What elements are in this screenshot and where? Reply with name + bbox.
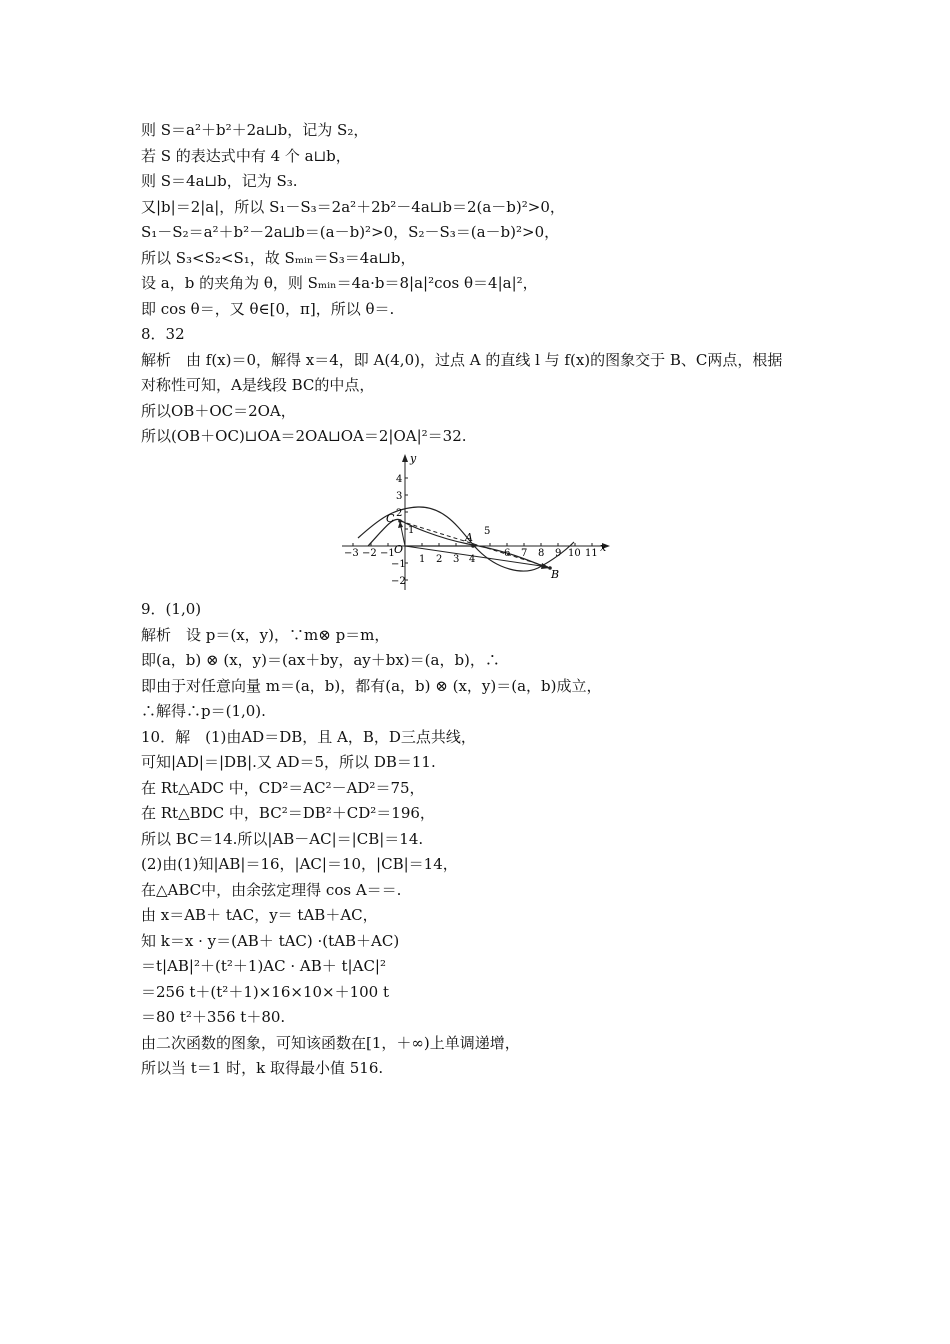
function-graph-figure — [338, 450, 618, 595]
x-tick-label: 5 — [484, 526, 491, 537]
text-line: 解析 设 p＝(x，y)，∵m⊗ p＝m， — [141, 625, 390, 644]
x-tick-label: 2 — [436, 554, 443, 565]
x-tick-label: −3 — [344, 548, 359, 559]
text-line: 所以 S₃<S₂<S₁，故 Sₘᵢₙ＝S₃＝4a⊔b， — [141, 248, 416, 267]
problem-8-answer: 8．32 — [141, 325, 185, 343]
y-tick-label: 2 — [396, 508, 403, 519]
x-tick-label: 6 — [504, 548, 511, 559]
x-tick-label: 11 — [585, 548, 598, 559]
text-line: 对称性可知，A是线段 BC的中点， — [141, 376, 375, 394]
solution-text-top — [141, 118, 841, 450]
text-line: 则 S＝a²＋b²＋2a⊔b，记为 S₂， — [141, 121, 369, 139]
text-line: ＝80 t²＋356 t＋80. — [141, 1008, 286, 1026]
text-line: 所以 BC＝14.所以|AB－AC|＝|CB|＝14. — [141, 829, 424, 848]
x-tick-label: 4 — [469, 554, 476, 565]
text-line: 由二次函数的图象，可知该函数在[1，＋∞)上单调递增， — [141, 1033, 520, 1052]
text-line: 则 S＝4a⊔b，记为 S₃. — [141, 172, 298, 190]
y-tick-label: 1 — [408, 525, 415, 536]
y-tick-label: 3 — [396, 491, 403, 502]
y-axis-arrow — [402, 454, 408, 462]
x-tick-label: 10 — [568, 548, 581, 559]
text-line: 知 k＝x · y＝(AB＋ tAC) ·(tAB＋AC) — [141, 931, 400, 950]
text-line: 在△ABC中，由余弦定理得 cos A＝＝. — [141, 880, 402, 899]
point-a-label: A — [465, 531, 473, 544]
x-tick-label: 1 — [419, 554, 426, 565]
text-line: 若 S 的表达式中有 4 个 a⊔b， — [141, 146, 351, 165]
text-line: S₁－S₂＝a²＋b²－2a⊔b＝(a－b)²>0，S₂－S₃＝(a－b)²>0， — [141, 223, 560, 241]
x-tick-label: 9 — [555, 548, 562, 559]
point-b-label: B — [551, 568, 560, 581]
text-line: 由 x＝AB＋ tAC，y＝ tAB＋AC， — [141, 906, 378, 924]
text-line: 设 a，b 的夹角为 θ，则 Sₘᵢₙ＝4a·b＝8|a|²cos θ＝4|a|²， — [141, 274, 538, 292]
text-line: 可知|AD|＝|DB|.又 AD＝5，所以 DB＝11. — [141, 753, 436, 771]
text-line: 在 Rt△ADC 中，CD²＝AC²－AD²＝75， — [141, 778, 425, 797]
y-tick-label: −2 — [391, 576, 406, 587]
x-tick-label: 7 — [521, 548, 528, 559]
axis-x-label: x — [600, 541, 607, 554]
problem-10-heading: 10．解 (1)由AD＝DB，且 A，B，D三点共线， — [141, 727, 476, 746]
text-line: (2)由(1)知|AB|＝16，|AC|＝10，|CB|＝14， — [141, 855, 458, 873]
text-line: 解析 由 f(x)＝0，解得 x＝4，即 A(4,0)，过点 A 的直线 l 与 f(x)的图象交于 B、C两点，根据 — [141, 350, 783, 369]
text-line: 即(a，b) ⊗ (x，y)＝(ax＋by，ay＋bx)＝(a，b)，∴ — [141, 651, 500, 669]
y-tick-label: 4 — [396, 474, 403, 485]
y-tick-label: −1 — [391, 559, 406, 570]
x-tick-label: −2 — [362, 548, 377, 559]
text-line: 即由于对任意向量 m＝(a，b)，都有(a，b) ⊗ (x，y)＝(a，b)成立， — [141, 676, 602, 695]
solution-text-bottom — [141, 597, 841, 1082]
point-c-label: C — [386, 512, 395, 525]
x-tick-label: 3 — [453, 554, 460, 565]
x-tick-label: −1 — [380, 548, 395, 559]
point-c-dot — [398, 519, 402, 523]
text-line: ＝t|AB|²＋(t²＋1)AC · AB＋ t|AC|² — [141, 957, 386, 975]
text-line: ＝256 t＋(t²＋1)×16×10×＋100 t — [141, 982, 390, 1001]
problem-9-answer: 9．(1,0) — [141, 600, 202, 618]
text-line: 所以当 t＝1 时，k 取得最小值 516. — [141, 1059, 384, 1077]
axis-y-label: y — [410, 452, 417, 465]
text-line: ∴解得∴p＝(1,0). — [141, 702, 266, 720]
text-line: 在 Rt△BDC 中，BC²＝DB²＋CD²＝196， — [141, 804, 435, 822]
text-line: 所以(OB＋OC)⊔OA＝2OA⊔OA＝2|OA|²＝32. — [141, 427, 467, 445]
x-tick-label: 8 — [538, 548, 545, 559]
point-a-dot — [471, 544, 475, 548]
text-line: 即 cos θ＝，又 θ∈[0，π]，所以 θ＝. — [141, 299, 395, 318]
origin-label: O — [394, 543, 404, 556]
text-line: 又|b|＝2|a|，所以 S₁－S₃＝2a²＋2b²－4a⊔b＝2(a－b)²>0， — [141, 197, 565, 216]
text-line: 所以OB＋OC＝2OA， — [141, 401, 296, 420]
